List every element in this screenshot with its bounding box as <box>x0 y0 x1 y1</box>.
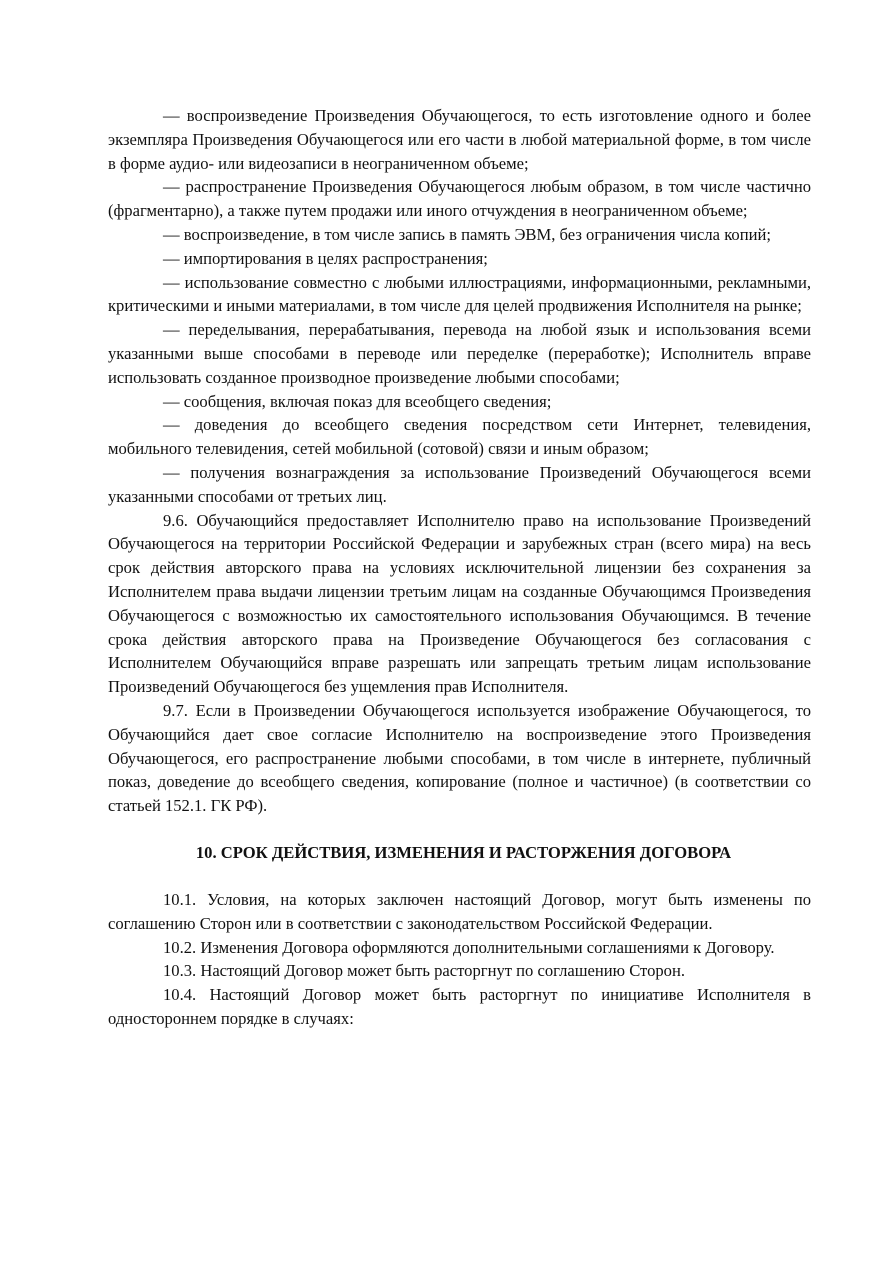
list-item-computer-memory: — воспроизведение, в том числе запись в память ЭВМ, без ограничения числа копий; <box>163 224 771 244</box>
clause-10-4: 10.4. Настоящий Договор может быть расторгнут по инициативе Исполнителя в одностороннем порядке в случаях: <box>108 985 811 1028</box>
list-item-joint-use: — использование совместно с любыми иллюстрациями, информационными, рекламными, критическими и иными материалами, в том числе для целей продвижения Исполнителя на рынке; <box>108 272 811 316</box>
list-item-remuneration: — получения вознаграждения за использование Произведений Обучающегося всеми указанными способами от третьих лиц. <box>108 462 811 506</box>
clause-9-7: 9.7. Если в Произведении Обучающегося используется изображение Обучающегося, то Обучающийся дает свое согласие Исполнителю на воспроизведение этого Произведения Обучающегося, его распространение любыми способами, в том числе в интернете, публичный показ, доведение до всеобщего сведения, копирование (полное и частичное) (в соответствии со статьей 152.1. ГК РФ). <box>108 700 811 816</box>
clause-10-3: 10.3. Настоящий Договор может быть расторгнут по соглашению Сторон. <box>163 961 685 981</box>
list-item-import: — импортирования в целях распространения; <box>163 248 488 268</box>
list-item-distribution: — распространение Произведения Обучающегося любым образом, в том числе частично (фрагментарно), а также путем продажи или иного отчуждения в неограниченном объеме; <box>108 177 811 221</box>
list-item-public-access: — доведения до всеобщего сведения посредством сети Интернет, телевидения, мобильного телевидения, сетей мобильной (сотовой) связи и иным образом; <box>108 415 811 459</box>
list-item-adaptation: — переделывания, перерабатывания, перевода на любой язык и использования всеми указанными выше способами в переводе или переделке (переработке); Исполнитель вправе использовать созданное производное произведение любыми способами; <box>108 320 811 387</box>
clause-10-1: 10.1. Условия, на которых заключен настоящий Договор, могут быть изменены по соглашению Сторон или в соответствии с законодательством Российской Федерации. <box>108 889 811 933</box>
section-10-heading: 10. СРОК ДЕЙСТВИЯ, ИЗМЕНЕНИЯ И РАСТОРЖЕНИЯ ДОГОВОРА <box>195 842 732 862</box>
list-item-communication: — сообщения, включая показ для всеобщего сведения; <box>163 391 552 411</box>
document-page <box>108 104 811 1031</box>
list-item-reproduction: — воспроизведение Произведения Обучающегося, то есть изготовление одного и более экземпляра Произведения Обучающегося или его части в любой материальной форме, в том числе в форме аудио- или видеозаписи в неограниченном объеме; <box>108 106 811 173</box>
clause-10-2: 10.2. Изменения Договора оформляются дополнительными соглашениями к Договору. <box>163 937 775 957</box>
clause-9-6: 9.6. Обучающийся предоставляет Исполнителю право на использование Произведений Обучающегося на территории Российской Федерации и зарубежных стран (всего мира) на весь срок действия авторского права на условиях исключительной лицензии без сохранения за Исполнителем права выдачи лицензии третьим лицам на созданные Обучающимся Произведения Обучающегося с возможностью их самостоятельного использования Обучающимся. В течение срока действия авторского права на Произведение Обучающегося без согласования с Исполнителем Обучающийся вправе разрешать или запрещать третьим лицам использование Произведений Обучающегося без ущемления прав Исполнителя. <box>108 510 811 697</box>
